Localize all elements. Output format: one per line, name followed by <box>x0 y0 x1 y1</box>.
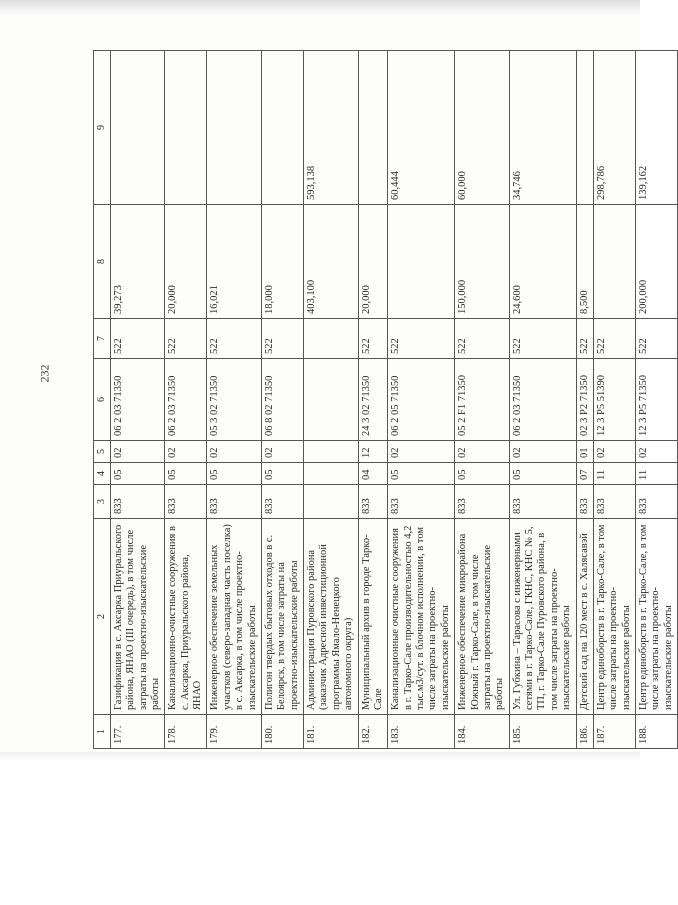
rotated-table-container <box>93 51 674 749</box>
amount-col9 <box>207 51 262 205</box>
code-ministry: 833 <box>207 485 262 519</box>
code-target: 06 2 03 71350 <box>110 359 165 441</box>
table-row <box>388 51 455 749</box>
object-name: Центр единоборств в г. Тарко-Сале, в том числе затраты на проектно-изыскательские работы <box>593 519 635 715</box>
code-section: 05 <box>261 463 303 485</box>
scan-edge-bottom <box>0 752 640 762</box>
code-target: 05 2 F1 71350 <box>455 359 510 441</box>
code-ministry: 833 <box>636 485 678 519</box>
amount-col9: 60,000 <box>455 51 510 205</box>
code-ministry: 833 <box>358 485 388 519</box>
row-number: 178. <box>165 715 207 749</box>
object-name: Полигон твердых бытовых отходов в с. Белоярск, в том числе затраты на проектно-изыскательские работы <box>261 519 303 715</box>
code-section: 04 <box>358 463 388 485</box>
code-subsection: 02 <box>388 441 455 463</box>
code-section: 05 <box>110 463 165 485</box>
amount-col8: 200,000 <box>636 205 678 319</box>
code-section: 05 <box>509 463 576 485</box>
table-row <box>304 51 359 749</box>
row-number: 184. <box>455 715 510 749</box>
amount-col9 <box>358 51 388 205</box>
amount-col9 <box>576 51 593 205</box>
table-row <box>358 51 388 749</box>
column-header: 9 <box>94 51 111 205</box>
amount-col9: 298,786 <box>593 51 635 205</box>
table-row <box>207 51 262 749</box>
code-subsection: 02 <box>165 441 207 463</box>
object-name: Инженерное обеспечение земельных участков (северо-западная часть поселка) в с. Аксарка, в том числе проектно-изыскательские работы <box>207 519 262 715</box>
table-row <box>576 51 593 749</box>
amount-col8: 24,600 <box>509 205 576 319</box>
code-target <box>304 359 359 441</box>
code-section: 11 <box>636 463 678 485</box>
table-row <box>455 51 510 749</box>
code-expense: 522 <box>165 319 207 359</box>
code-target: 12 3 P5 71350 <box>636 359 678 441</box>
column-header: 8 <box>94 205 111 319</box>
amount-col9 <box>110 51 165 205</box>
code-ministry: 833 <box>110 485 165 519</box>
row-number: 179. <box>207 715 262 749</box>
code-expense: 522 <box>593 319 635 359</box>
code-subsection: 02 <box>110 441 165 463</box>
amount-col8: 150,000 <box>455 205 510 319</box>
row-number: 188. <box>636 715 678 749</box>
object-name: Центр единоборств в г. Тарко-Сале, в том числе затраты на проектно-изыскательские работы <box>636 519 678 715</box>
code-expense: 522 <box>388 319 455 359</box>
table-row <box>110 51 165 749</box>
table-row <box>165 51 207 749</box>
column-header: 2 <box>94 519 111 715</box>
table-row <box>261 51 303 749</box>
column-header: 3 <box>94 485 111 519</box>
code-section: 05 <box>455 463 510 485</box>
code-subsection: 01 <box>576 441 593 463</box>
amount-col8 <box>388 205 455 319</box>
amount-col9: 593,138 <box>304 51 359 205</box>
code-target: 06 8 02 71350 <box>261 359 303 441</box>
code-subsection: 02 <box>207 441 262 463</box>
object-name: Канализационно-очистные сооружения в с. Аксарка, Приуральского района, ЯНАО <box>165 519 207 715</box>
code-expense: 522 <box>358 319 388 359</box>
object-name: Муниципальный архив в городе Тарко-Сале <box>358 519 388 715</box>
row-number: 183. <box>388 715 455 749</box>
row-number: 187. <box>593 715 635 749</box>
code-expense: 522 <box>636 319 678 359</box>
row-number: 180. <box>261 715 303 749</box>
code-expense: 522 <box>207 319 262 359</box>
object-name: Администрация Пуровского района (заказчик Адресной инвестиционной программы Ямало-Ненецкого автономного округа) <box>304 519 359 715</box>
amount-col9 <box>165 51 207 205</box>
code-expense: 522 <box>261 319 303 359</box>
column-header: 5 <box>94 441 111 463</box>
code-ministry: 833 <box>509 485 576 519</box>
code-expense: 522 <box>110 319 165 359</box>
code-ministry <box>304 485 359 519</box>
code-ministry: 833 <box>165 485 207 519</box>
code-target: 06 2 03 71350 <box>165 359 207 441</box>
code-target: 02 3 P2 71350 <box>576 359 593 441</box>
code-section: 05 <box>165 463 207 485</box>
code-subsection: 02 <box>455 441 510 463</box>
amount-col9: 34,746 <box>509 51 576 205</box>
code-ministry: 833 <box>593 485 635 519</box>
object-name: Газификация в с. Аксарка Приуральского района, ЯНАО (III очередь), в том числе затраты на проектно-изыскательские работы <box>110 519 165 715</box>
code-subsection: 02 <box>636 441 678 463</box>
table-row <box>636 51 678 749</box>
amount-col8: 18,000 <box>261 205 303 319</box>
row-number: 182. <box>358 715 388 749</box>
object-name: Ул. Губкина – Тарасова с инженерными сетями в г. Тарко-Сале, ГКНС, КНС № 5, ТП, г. Тарко-Сале Пуровского района, в том числе затраты на проектно-изыскательские работы <box>509 519 576 715</box>
code-ministry: 833 <box>261 485 303 519</box>
page-number: 232 <box>37 364 52 383</box>
object-name: Детский сад на 120 мест в с. Халясавэй <box>576 519 593 715</box>
table-row <box>593 51 635 749</box>
header-row <box>94 51 111 749</box>
code-section: 07 <box>576 463 593 485</box>
column-header: 6 <box>94 359 111 441</box>
code-subsection: 12 <box>358 441 388 463</box>
code-ministry: 833 <box>455 485 510 519</box>
code-expense: 522 <box>455 319 510 359</box>
row-number: 186. <box>576 715 593 749</box>
row-number: 177. <box>110 715 165 749</box>
amount-col9: 60,444 <box>388 51 455 205</box>
code-target: 06 2 05 71350 <box>388 359 455 441</box>
code-subsection <box>304 441 359 463</box>
code-expense: 522 <box>509 319 576 359</box>
amount-col8: 403,100 <box>304 205 359 319</box>
code-section: 11 <box>593 463 635 485</box>
row-number: 181. <box>304 715 359 749</box>
code-section <box>304 463 359 485</box>
code-ministry: 833 <box>576 485 593 519</box>
code-target: 24 3 02 71350 <box>358 359 388 441</box>
code-subsection: 02 <box>593 441 635 463</box>
object-name: Инженерное обеспечение микрорайона Южный г. Тарко-Сале, в том числе затраты на проектно-изыскательские работы <box>455 519 510 715</box>
row-number: 185. <box>509 715 576 749</box>
code-section: 05 <box>207 463 262 485</box>
code-section: 05 <box>388 463 455 485</box>
amount-col9 <box>261 51 303 205</box>
amount-col8 <box>593 205 635 319</box>
amount-col8: 20,000 <box>165 205 207 319</box>
amount-col8: 8,500 <box>576 205 593 319</box>
amount-col9: 139,162 <box>636 51 678 205</box>
code-target: 05 3 02 71350 <box>207 359 262 441</box>
amount-col8: 39,273 <box>110 205 165 319</box>
code-ministry: 833 <box>388 485 455 519</box>
amount-col8: 20,000 <box>358 205 388 319</box>
code-subsection: 02 <box>509 441 576 463</box>
column-header: 7 <box>94 319 111 359</box>
code-target: 12 3 P5 51390 <box>593 359 635 441</box>
column-header: 4 <box>94 463 111 485</box>
budget-table <box>93 50 678 749</box>
object-name: Канализационные очистные сооружения в г. Тарко-Сале производительностью 4,2 тыс.м3/сут. в блочном исполнении, в том числе затраты на проектно-изыскательские работы <box>388 519 455 715</box>
code-expense: 522 <box>576 319 593 359</box>
code-target: 06 2 03 71350 <box>509 359 576 441</box>
code-expense <box>304 319 359 359</box>
table-row <box>509 51 576 749</box>
column-header: 1 <box>94 715 111 749</box>
amount-col8: 16,021 <box>207 205 262 319</box>
code-subsection: 02 <box>261 441 303 463</box>
scan-edge-top <box>0 0 640 16</box>
